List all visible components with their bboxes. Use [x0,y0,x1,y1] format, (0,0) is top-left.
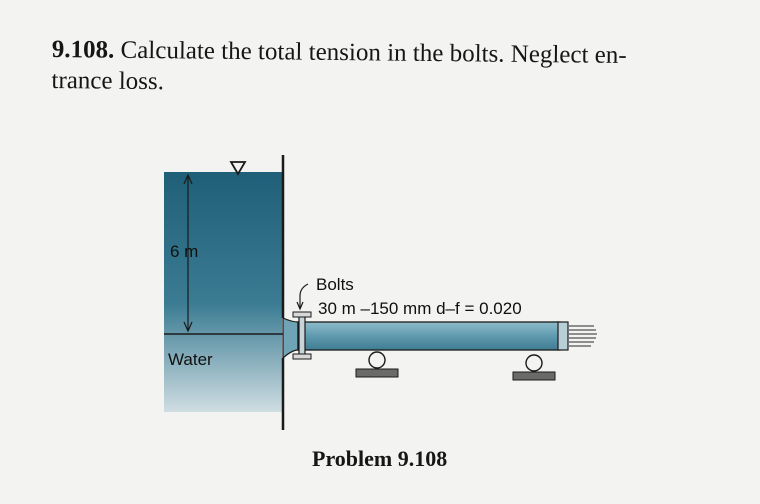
support-2 [513,355,555,380]
figure-caption: Problem 9.108 [312,446,448,471]
entrance-nozzle [283,318,298,358]
water-label: Water [168,350,213,369]
tank-water [164,172,282,412]
bolt-bottom [293,354,311,359]
problem-statement-line-2: trance loss. [51,66,165,96]
depth-label: 6 m [170,242,199,261]
bolt-top [293,312,311,317]
problem-statement-line-1: Calculate the total tension in the bolts. Neglect en- [120,36,627,70]
bolts-leader-line [300,284,308,308]
pipe-spec-label: 30 m –150 mm d–f = 0.020 [318,299,522,318]
flange [299,316,305,356]
outlet-jet [569,326,597,346]
support-1 [356,352,398,377]
bolts-label: Bolts [316,275,354,294]
problem-number: 9.108. [51,35,115,64]
pipe-outlet [558,322,568,350]
pipe [298,322,560,350]
